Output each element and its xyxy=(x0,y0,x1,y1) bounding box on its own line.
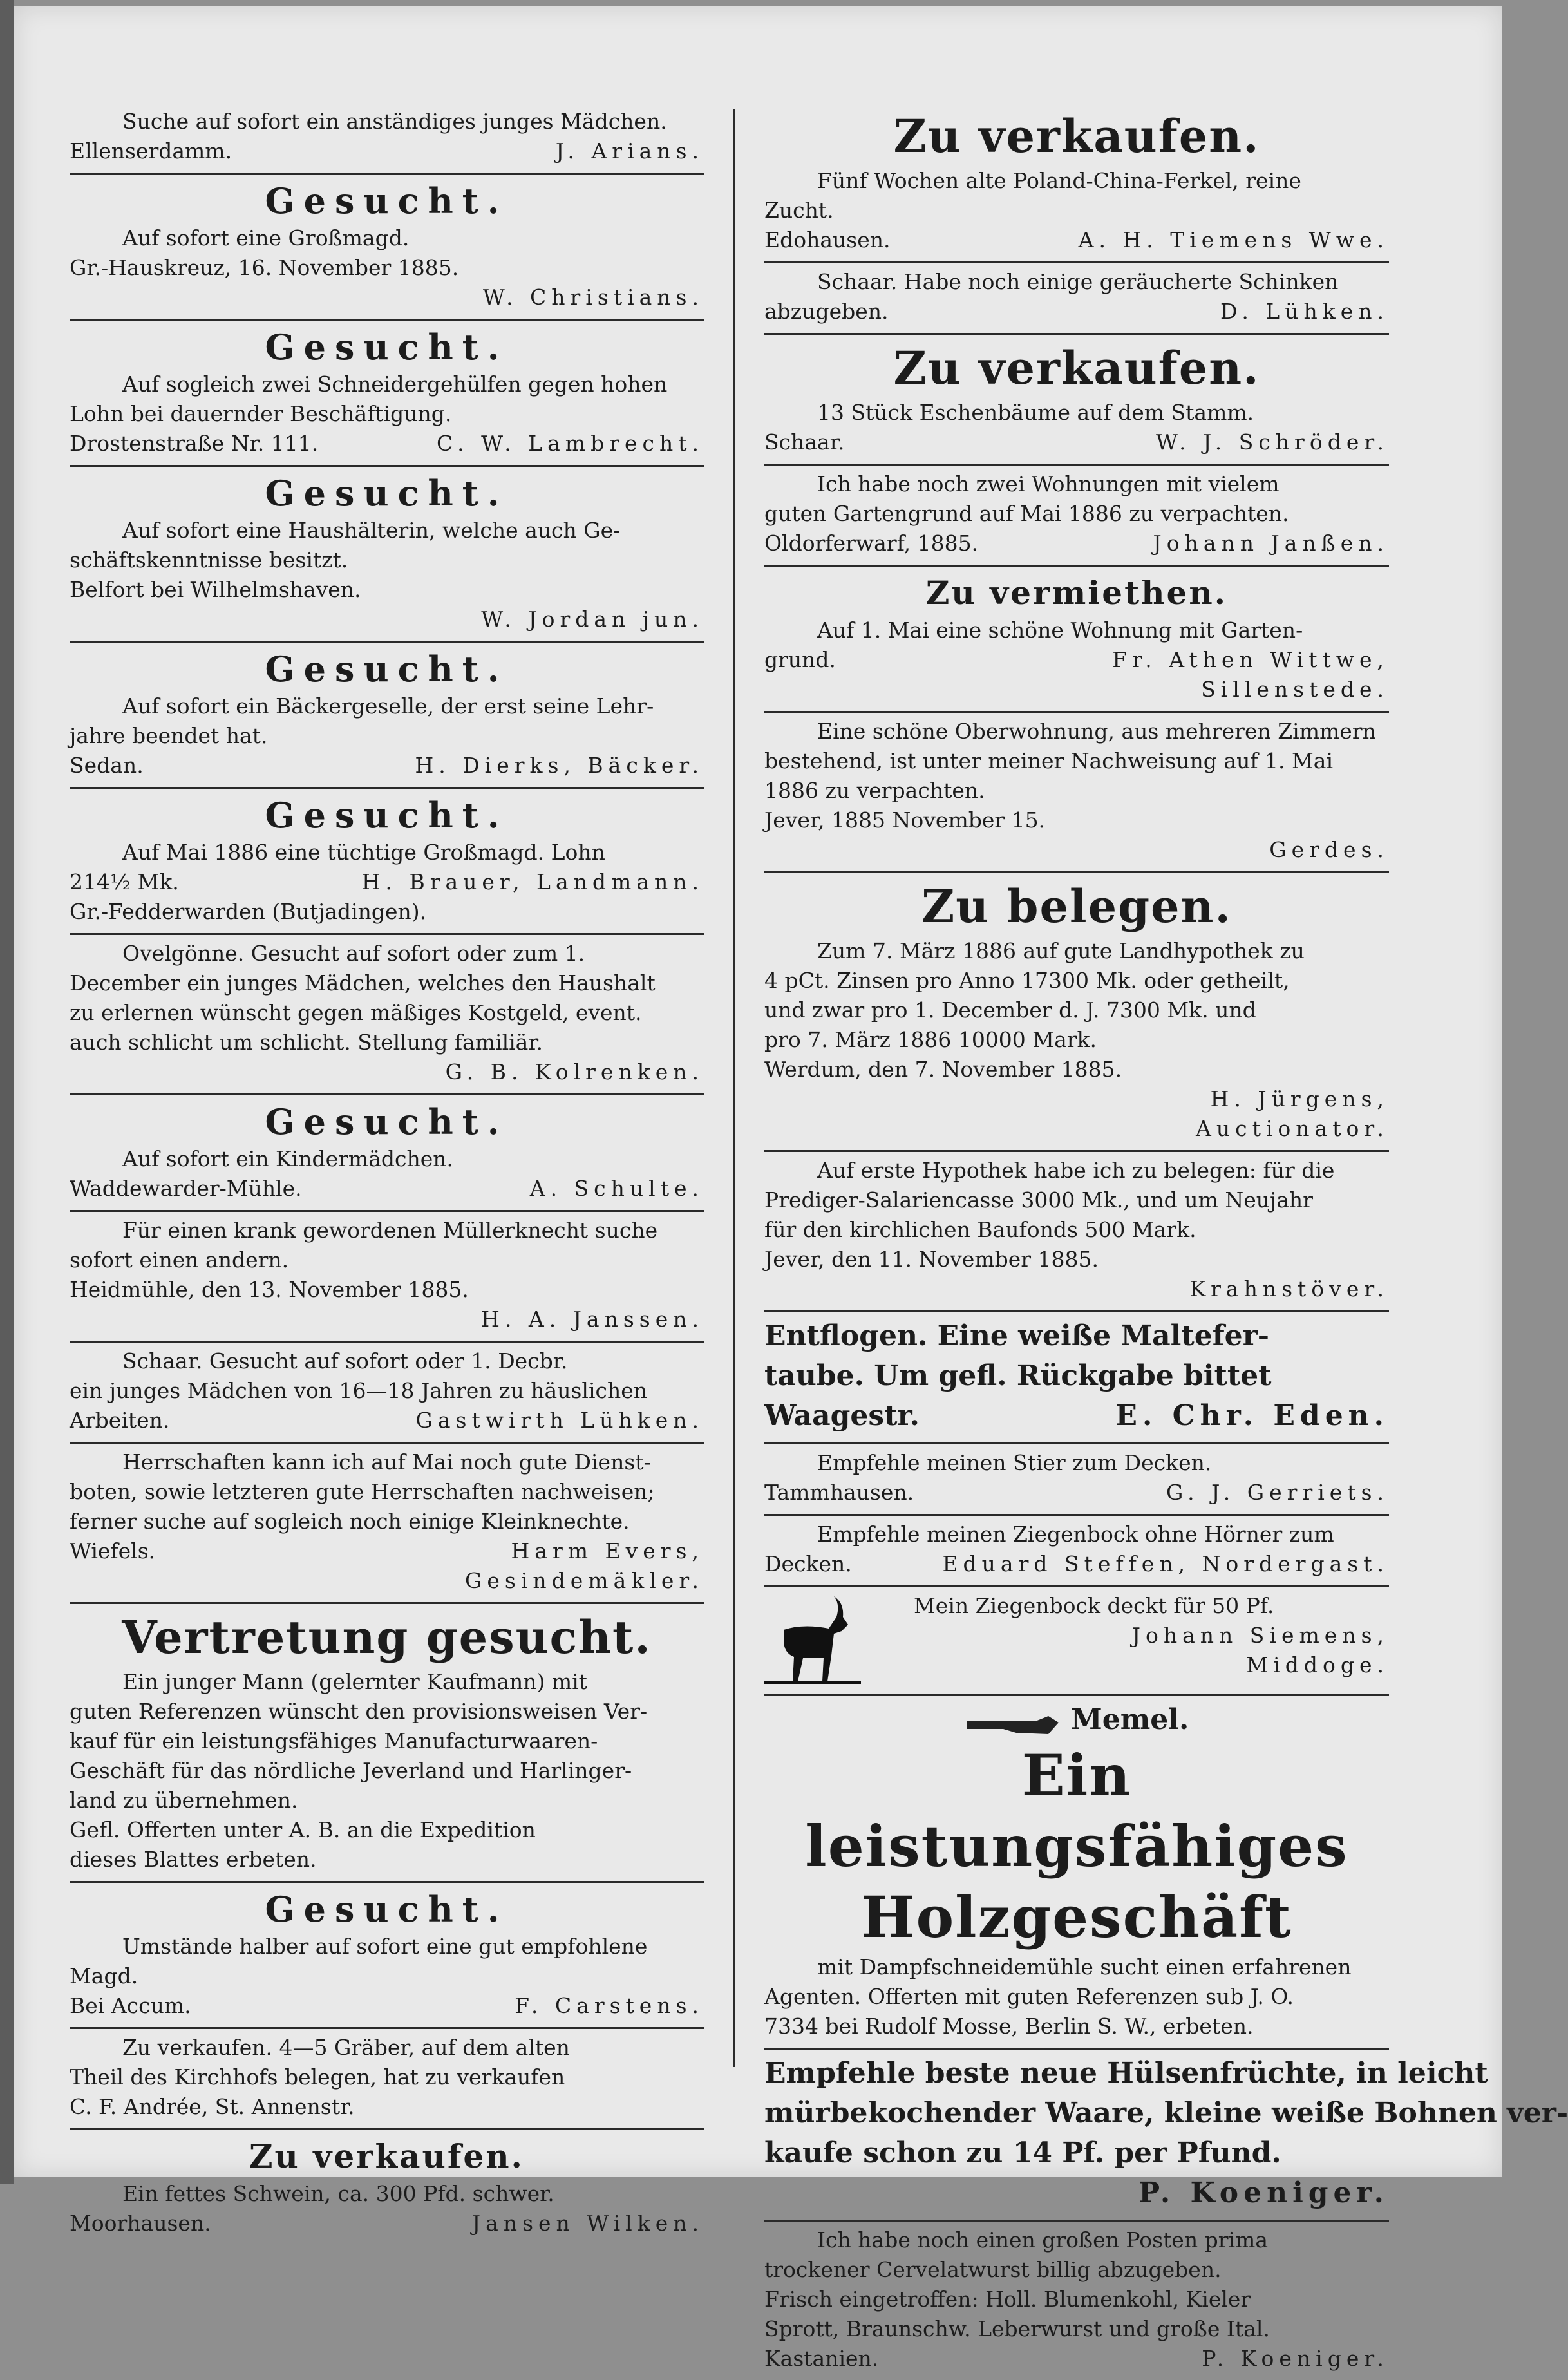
ad-place: Ellenserdamm. xyxy=(70,138,232,164)
ad-line: Entflogen. Eine weiße Maltefer- xyxy=(764,1319,1270,1352)
advertisement xyxy=(70,321,704,467)
ad-headline: Gesucht. xyxy=(265,648,509,690)
advertisement xyxy=(70,175,704,321)
ad-line xyxy=(70,751,704,780)
ad-line: Zum 7. März 1886 auf gute Landhypothek zu xyxy=(817,938,1305,963)
ad-place: Waagestr. xyxy=(764,1399,920,1432)
ad-line: Ein junger Mann (gelernter Kaufmann) mit xyxy=(122,1669,587,1694)
scan-edge xyxy=(0,0,14,2184)
advertisement xyxy=(764,567,1389,713)
ad-line xyxy=(764,428,1389,457)
ad-line: Schaar. Gesucht auf sofort oder 1. Decbr. xyxy=(122,1348,568,1374)
ad-line: Auf sofort eine Großmagd. xyxy=(122,225,410,250)
advertisement xyxy=(70,1883,704,2029)
ad-place: Edohausen. xyxy=(764,227,891,252)
ad-line: Empfehle meinen Ziegenbock ohne Hörner zum xyxy=(817,1522,1334,1547)
ad-line: ein junges Mädchen von 16—18 Jahren zu häuslichen xyxy=(70,1378,648,1403)
advertisement xyxy=(70,467,704,643)
ad-signature: F. Carstens. xyxy=(515,1993,704,2018)
ad-headline: Zu belegen. xyxy=(921,880,1232,933)
ad-place: Bei Accum. xyxy=(70,1993,191,2018)
ad-line: 7334 bei Rudolf Mosse, Berlin S. W., erbeten. xyxy=(764,2014,1254,2039)
advertisement xyxy=(764,713,1389,873)
ad-line: Auf sogleich zwei Schneidergehülfen gegen hohen xyxy=(122,372,668,397)
advertisement xyxy=(70,2029,704,2130)
ad-signature: Auctionator. xyxy=(1196,1116,1389,1141)
ad-place: Waddewarder-Mühle. xyxy=(70,1176,302,1201)
ad-line xyxy=(764,1396,1389,1436)
ad-line: pro 7. März 1886 10000 Mark. xyxy=(764,1027,1097,1052)
advertisement xyxy=(70,2130,704,2245)
ad-place: Schaar. xyxy=(764,430,845,455)
ad-signature: Fr. Athen Wittwe, xyxy=(1112,647,1389,672)
ad-signature: Jansen Wilken. xyxy=(471,2211,704,2236)
advertisement xyxy=(70,1604,704,1883)
ad-headline: Ein leistungsfähiges xyxy=(805,1742,1348,1880)
ad-signature: G. B. Kolrenken. xyxy=(445,1059,704,1084)
advertisement xyxy=(764,466,1389,567)
ad-place: Kastanien. xyxy=(764,2346,879,2371)
ad-line: Jever, 1885 November 15. xyxy=(764,808,1046,833)
pointing-hand-icon xyxy=(965,1709,1061,1735)
ad-place: Decken. xyxy=(764,1551,852,1576)
ad-line: Agenten. Offerten mit guten Referenzen sub J. O. xyxy=(764,1984,1294,2009)
ad-line: Empfehle meinen Stier zum Decken. xyxy=(817,1450,1212,1475)
ad-headline: Zu vermiethen. xyxy=(925,574,1228,612)
ad-headline: Vertretung gesucht. xyxy=(122,1610,652,1664)
ad-headline: Holzgeschäft xyxy=(861,1884,1292,1950)
ad-line xyxy=(764,297,1389,326)
ad-signature: W. Jordan jun. xyxy=(481,607,704,632)
advertisement xyxy=(764,1587,1389,1696)
ad-signature: Middoge. xyxy=(1246,1652,1389,1677)
newspaper-page xyxy=(14,6,1568,2371)
ad-signature: H. A. Janssen. xyxy=(481,1307,704,1332)
ad-place: Tammhausen. xyxy=(764,1480,914,1505)
ad-line: Umstände halber auf sofort eine gut empfohlene xyxy=(122,1934,648,1959)
ad-signature: Harm Evers, xyxy=(511,1538,704,1563)
ad-signature: Sillenstede. xyxy=(1201,677,1389,702)
ad-line: Schaar. Habe noch einige geräucherte Schinken xyxy=(817,269,1339,294)
ad-line: Zu verkaufen. 4—5 Gräber, auf dem alten xyxy=(122,2035,570,2060)
ad-line: Suche auf sofort ein anständiges junges Mädchen. xyxy=(122,109,667,134)
ad-line: trockener Cervelatwurst billig abzugeben. xyxy=(764,2257,1222,2282)
ad-line xyxy=(70,1174,704,1204)
ad-signature: Johann Siemens, xyxy=(1131,1623,1389,1648)
ad-signature: Johann Janßen. xyxy=(1153,531,1389,556)
ad-headline: Gesucht. xyxy=(265,180,509,222)
ad-line: Ich habe noch einen großen Posten prima xyxy=(817,2227,1268,2252)
ad-signature: H. Brauer, Landmann. xyxy=(361,869,704,894)
ad-line: schäftskenntnisse besitzt. xyxy=(70,547,348,572)
ad-line: sofort einen andern. xyxy=(70,1247,289,1272)
advertisement xyxy=(764,1696,1389,2050)
left-column xyxy=(70,103,704,2245)
ad-headline: Gesucht. xyxy=(265,326,509,368)
advertisement xyxy=(70,935,704,1095)
ad-place: grund. xyxy=(764,647,836,672)
ad-line: zu erlernen wünscht gegen mäßiges Kostgeld, event. xyxy=(70,1000,642,1025)
ad-line: guten Gartengrund auf Mai 1886 zu verpachten. xyxy=(764,501,1289,526)
ad-line: December ein junges Mädchen, welches den Haushalt xyxy=(70,970,656,996)
advertisement xyxy=(764,1152,1389,1312)
ad-place: Oldorferwarf, 1885. xyxy=(764,531,979,556)
ad-signature: P. Koeniger. xyxy=(1202,2346,1389,2371)
ad-headline: Zu verkaufen. xyxy=(249,2137,524,2175)
ad-headline: Gesucht. xyxy=(265,1101,509,1142)
ad-signature: Eduard Steffen, Nordergast. xyxy=(942,1551,1389,1576)
advertisement xyxy=(70,1095,704,1212)
ad-line: Geschäft für das nördliche Jeverland und Harlinger- xyxy=(70,1758,632,1783)
ad-line: mürbekochender Waare, kleine weiße Bohnen ver- xyxy=(764,2097,1568,2130)
ad-signature: W. J. Schröder. xyxy=(1155,430,1389,455)
ad-line: Empfehle beste neue Hülsenfrüchte, in leicht xyxy=(764,2057,1488,2090)
advertisement xyxy=(764,103,1389,263)
ad-line: kaufe schon zu 14 Pf. per Pfund. xyxy=(764,2137,1281,2169)
advertisement xyxy=(764,2050,1568,2222)
ad-line: boten, sowie letzteren gute Herrschaften nachweisen; xyxy=(70,1479,655,1504)
advertisement xyxy=(764,1312,1389,1444)
ad-signature: P. Koeniger. xyxy=(1138,2177,1389,2209)
ad-line: Auf sofort ein Kindermädchen. xyxy=(122,1146,454,1171)
ad-line xyxy=(764,1478,1389,1507)
ad-line xyxy=(70,429,704,458)
advertisement xyxy=(70,789,704,935)
ad-line: Sprott, Braunschw. Leberwurst und große Ital. xyxy=(764,2316,1270,2341)
ad-line: Ich habe noch zwei Wohnungen mit vielem xyxy=(817,471,1280,496)
ad-place: Sedan. xyxy=(70,753,144,778)
ad-line: Heidmühle, den 13. November 1885. xyxy=(70,1277,469,1302)
ad-line: land zu übernehmen. xyxy=(70,1788,298,1813)
ad-signature: G. J. Gerriets. xyxy=(1166,1480,1389,1505)
ad-line: Auf sofort ein Bäckergeselle, der erst seine Lehr- xyxy=(122,694,654,719)
ad-line: Ovelgönne. Gesucht auf sofort oder zum 1. xyxy=(122,941,585,966)
ad-line: Zucht. xyxy=(764,198,834,223)
ad-line: Jever, den 11. November 1885. xyxy=(764,1247,1099,1272)
ad-headline: Zu verkaufen. xyxy=(893,341,1260,395)
ad-signature: H. Jürgens, xyxy=(1210,1086,1389,1111)
ad-line: Auf 1. Mai eine schöne Wohnung mit Garten- xyxy=(817,618,1303,643)
ad-line xyxy=(70,137,704,166)
ad-place: abzugeben. xyxy=(764,299,889,324)
ad-line: Frisch eingetroffen: Holl. Blumenkohl, Kieler xyxy=(764,2287,1251,2312)
ad-line xyxy=(764,225,1389,255)
ad-line: Eine schöne Oberwohnung, aus mehreren Zimmern xyxy=(817,719,1376,744)
ad-line: mit Dampfschneidemühle sucht einen erfahrenen xyxy=(817,1954,1352,1979)
ad-place: Wiefels. xyxy=(70,1538,156,1563)
ad-line: Lohn bei dauernder Beschäftigung. xyxy=(70,401,452,426)
ad-headline: Gesucht. xyxy=(265,1889,509,1930)
ad-line: für den kirchlichen Baufonds 500 Mark. xyxy=(764,1217,1196,1242)
ad-line: Herrschaften kann ich auf Mai noch gute Dienst- xyxy=(122,1450,651,1475)
ad-line xyxy=(70,1406,704,1435)
ad-line xyxy=(70,2209,704,2238)
ad-signature: A. Schulte. xyxy=(529,1176,704,1201)
ad-line: Für einen krank gewordenen Müllerknecht suche xyxy=(122,1218,658,1243)
ad-signature: D. Lühken. xyxy=(1220,299,1389,324)
ad-line: taube. Um gefl. Rückgabe bittet xyxy=(764,1359,1272,1392)
ad-line: Werdum, den 7. November 1885. xyxy=(764,1057,1122,1082)
ad-line: C. F. Andrée, St. Annenstr. xyxy=(70,2094,355,2119)
ad-place: 214½ Mk. xyxy=(70,869,179,894)
goat-illustration-icon xyxy=(764,1591,861,1688)
advertisement xyxy=(764,335,1389,466)
ad-signature: H. Dierks, Bäcker. xyxy=(415,753,704,778)
ad-line xyxy=(764,645,1389,675)
ad-signature: J. Arians. xyxy=(555,138,704,164)
advertisement xyxy=(764,873,1389,1152)
ad-headline: Zu verkaufen. xyxy=(893,109,1260,163)
ad-line xyxy=(764,1549,1389,1579)
advertisement xyxy=(764,1516,1389,1587)
advertisement xyxy=(764,1444,1389,1516)
advertisement xyxy=(764,263,1389,335)
ad-line: Ein fettes Schwein, ca. 300 Pfd. schwer. xyxy=(122,2181,554,2206)
ad-signature: E. Chr. Eden. xyxy=(1115,1399,1389,1432)
ad-line: bestehend, ist unter meiner Nachweisung auf 1. Mai xyxy=(764,748,1334,773)
ad-headline: Gesucht. xyxy=(265,473,509,514)
ad-line xyxy=(764,529,1389,558)
ad-line: dieses Blattes erbeten. xyxy=(70,1847,317,1872)
ad-line: jahre beendet hat. xyxy=(70,723,268,748)
advertisement xyxy=(764,2222,1389,2380)
ad-signature: C. W. Lambrecht. xyxy=(437,431,704,456)
ad-line: Magd. xyxy=(70,1963,138,1988)
advertisement xyxy=(70,103,704,175)
ad-line: Theil des Kirchhofs belegen, hat zu verkaufen xyxy=(70,2064,565,2090)
advertisement xyxy=(70,1343,704,1444)
right-column xyxy=(764,103,1568,2380)
ad-line: Gr.-Fedderwarden (Butjadingen). xyxy=(70,899,427,924)
ad-pointer-row xyxy=(764,1700,1389,1740)
ad-line: Mein Ziegenbock deckt für 50 Pf. xyxy=(914,1593,1274,1618)
ad-line: guten Referenzen wünscht den provisionsweisen Ver- xyxy=(70,1699,648,1724)
ad-line: Belfort bei Wilhelmshaven. xyxy=(70,577,361,602)
ad-location: Memel. xyxy=(1071,1703,1189,1736)
ad-signature: Gerdes. xyxy=(1269,837,1389,862)
ad-text xyxy=(861,1591,1389,1688)
ad-place: Arbeiten. xyxy=(70,1408,170,1433)
ad-signature: Gastwirth Lühken. xyxy=(415,1408,704,1433)
ad-place: Moorhausen. xyxy=(70,2211,211,2236)
ad-headline: Gesucht. xyxy=(265,795,509,836)
ad-signature: A. H. Tiemens Wwe. xyxy=(1078,227,1389,252)
ad-line: ferner suche auf sogleich noch einige Kleinknechte. xyxy=(70,1509,630,1534)
ad-signature: Krahnstöver. xyxy=(1189,1276,1389,1301)
ad-line xyxy=(764,2344,1389,2374)
ad-line xyxy=(70,1536,704,1566)
ad-line xyxy=(70,1991,704,2021)
column-divider xyxy=(733,109,735,2067)
advertisement xyxy=(70,1212,704,1343)
ad-signature: W. Christians. xyxy=(482,285,704,310)
ad-line: kauf für ein leistungsfähiges Manufacturwaaren- xyxy=(70,1728,598,1753)
advertisement xyxy=(70,1444,704,1604)
advertisement xyxy=(70,643,704,789)
ad-line: Gefl. Offerten unter A. B. an die Expedition xyxy=(70,1817,536,1842)
ad-line: Auf erste Hypothek habe ich zu belegen: für die xyxy=(817,1158,1335,1183)
ad-line: Auf sofort eine Haushälterin, welche auch Ge- xyxy=(122,518,621,543)
ad-line: Fünf Wochen alte Poland-China-Ferkel, reine xyxy=(817,168,1301,193)
ad-signature: Gesindemäkler. xyxy=(465,1568,704,1593)
ad-line xyxy=(70,867,704,897)
ad-line: Auf Mai 1886 eine tüchtige Großmagd. Lohn xyxy=(122,840,605,865)
ad-line: auch schlicht um schlicht. Stellung familiär. xyxy=(70,1030,543,1055)
ad-line: 13 Stück Eschenbäume auf dem Stamm. xyxy=(817,400,1254,425)
ad-line: 4 pCt. Zinsen pro Anno 17300 Mk. oder getheilt, xyxy=(764,968,1290,993)
ad-line: und zwar pro 1. December d. J. 7300 Mk. und xyxy=(764,997,1256,1023)
ad-line: Gr.-Hauskreuz, 16. November 1885. xyxy=(70,255,459,280)
ad-line: Prediger-Salariencasse 3000 Mk., und um Neujahr xyxy=(764,1187,1313,1213)
ad-line: 1886 zu verpachten. xyxy=(764,778,985,803)
ad-place: Drostenstraße Nr. 111. xyxy=(70,431,319,456)
ad-with-illustration xyxy=(764,1591,1389,1688)
